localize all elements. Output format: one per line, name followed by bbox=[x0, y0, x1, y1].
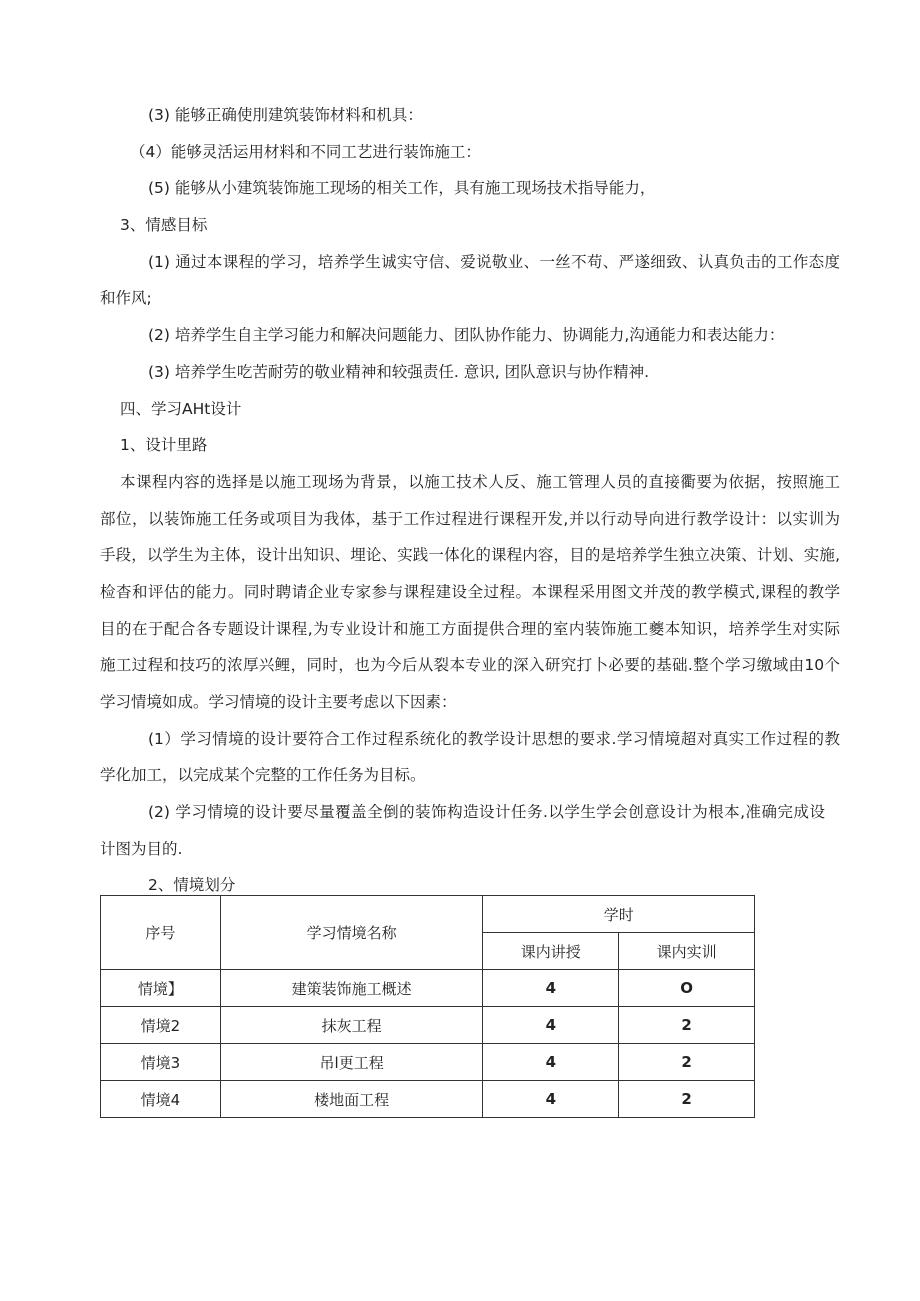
table-row bbox=[101, 1007, 755, 1044]
ability-item-5: (5) 能够从小建筑装饰施工现场的相关工作，具有施工现场技术指导能力， bbox=[148, 179, 656, 198]
document-body bbox=[0, 97, 920, 904]
header-hours: 学时 bbox=[483, 896, 755, 933]
emotional-item-1: (1) 通过本课程的学习，培养学生诚实守信、爱说敬业、一丝不苟、严遂细致、认真负击的工作态度 bbox=[148, 252, 840, 271]
header-index: 序号 bbox=[101, 896, 221, 970]
factor-item-2-cont: 计图为目的. bbox=[100, 839, 183, 858]
paragraph-line: 施工过程和技巧的浓厚兴鲤，同时，也为今后从裂本专业的深入研究打卜必要的基础.整个学习缴域由10个 bbox=[100, 656, 840, 675]
cell-index: 情境3 bbox=[101, 1044, 221, 1081]
paragraph-line: 手段，以学生为主体，设计出知识、埋论、实践一体化的课程内容，目的是培养学生独立决策、计划、实施, bbox=[100, 546, 840, 565]
cell-name: 楼地面工程 bbox=[220, 1081, 483, 1118]
cell-practice: 2 bbox=[619, 1081, 755, 1118]
header-name: 学习情境名称 bbox=[220, 896, 483, 970]
cell-name: 抹灰工程 bbox=[220, 1007, 483, 1044]
paragraph-line: 本课程内容的选择是以施工现场为背景，以施工技术人反、施工管理人员的直接衢要为依据，按照施工 bbox=[120, 472, 840, 491]
cell-practice: O bbox=[619, 970, 755, 1007]
cell-index: 情境】 bbox=[101, 970, 221, 1007]
table-row bbox=[101, 1044, 755, 1081]
cell-index: 情境2 bbox=[101, 1007, 221, 1044]
chapter-heading: 四、学习AHt设计 bbox=[120, 399, 242, 418]
factor-item-2: (2) 学习情境的设计要尽量覆盖全倒的装饰构造设计任务.以学生学会创意设计为根本,准确完成设 bbox=[148, 803, 825, 822]
section-heading-emotional-goals: 3、情感目标 bbox=[120, 216, 208, 235]
factor-item-1: (1）学习情境的设计要符合工作过程系统化的教学设计思想的要求.学习情境超对真实工作过程的教 bbox=[148, 729, 840, 748]
cell-name: 吊l更工程 bbox=[220, 1044, 483, 1081]
paragraph-line: 学习情境如成。学习情境的设计主要考虑以下因素： bbox=[100, 693, 457, 711]
header-lecture: 课内讲授 bbox=[483, 933, 619, 970]
paragraph-line: 检杳和评估的能力。同时聘请企业专家参与课程建设全过程。本课程采用图文并茂的教学模式,课程的教学 bbox=[100, 582, 840, 601]
emotional-item-1-cont: 和作风; bbox=[100, 289, 152, 308]
section-heading-situation-division: 2、情境划分 bbox=[148, 876, 236, 895]
cell-index: 情境4 bbox=[101, 1081, 221, 1118]
cell-practice: 2 bbox=[619, 1007, 755, 1044]
cell-practice: 2 bbox=[619, 1044, 755, 1081]
situation-table bbox=[100, 895, 755, 1118]
cell-name: 建策装饰施工概述 bbox=[220, 970, 483, 1007]
section-heading-design-idea: 1、设计里路 bbox=[120, 436, 208, 455]
cell-lecture: 4 bbox=[483, 1044, 619, 1081]
factor-item-1-cont: 学化加工，以完成某个完整的工作任务为目标。 bbox=[100, 766, 426, 785]
ability-item-4: （4）能够灵活运用材料和不同工艺进行装饰施工： bbox=[130, 142, 481, 161]
emotional-item-2: (2) 培养学生自主学习能力和解决问题能力、团队协作能力、协调能力,沟通能力和表达能力： bbox=[148, 326, 785, 345]
table-row bbox=[101, 970, 755, 1007]
header-practice: 课内实训 bbox=[619, 933, 755, 970]
cell-lecture: 4 bbox=[483, 1007, 619, 1044]
cell-lecture: 4 bbox=[483, 970, 619, 1007]
cell-lecture: 4 bbox=[483, 1081, 619, 1118]
paragraph-line: 目的在于配合各专题设计课程,为专业设计和施工方面提供合理的室内装饰施工夔本知识，培养学生对实际 bbox=[100, 619, 840, 638]
table-row bbox=[101, 1081, 755, 1118]
paragraph-line: 部位，以装饰施工任务或项目为我体，基于工作过程进行课程开发,并以行动导向进行教学设计：以实训为 bbox=[100, 509, 840, 528]
emotional-item-3: (3) 培养学生吃苦耐劳的敬业精神和较强责任. 意识, 团队意识与协作精神. bbox=[148, 362, 650, 381]
ability-item-3: (3) 能够正确使刖建筑装饰材料和机具： bbox=[148, 106, 423, 124]
